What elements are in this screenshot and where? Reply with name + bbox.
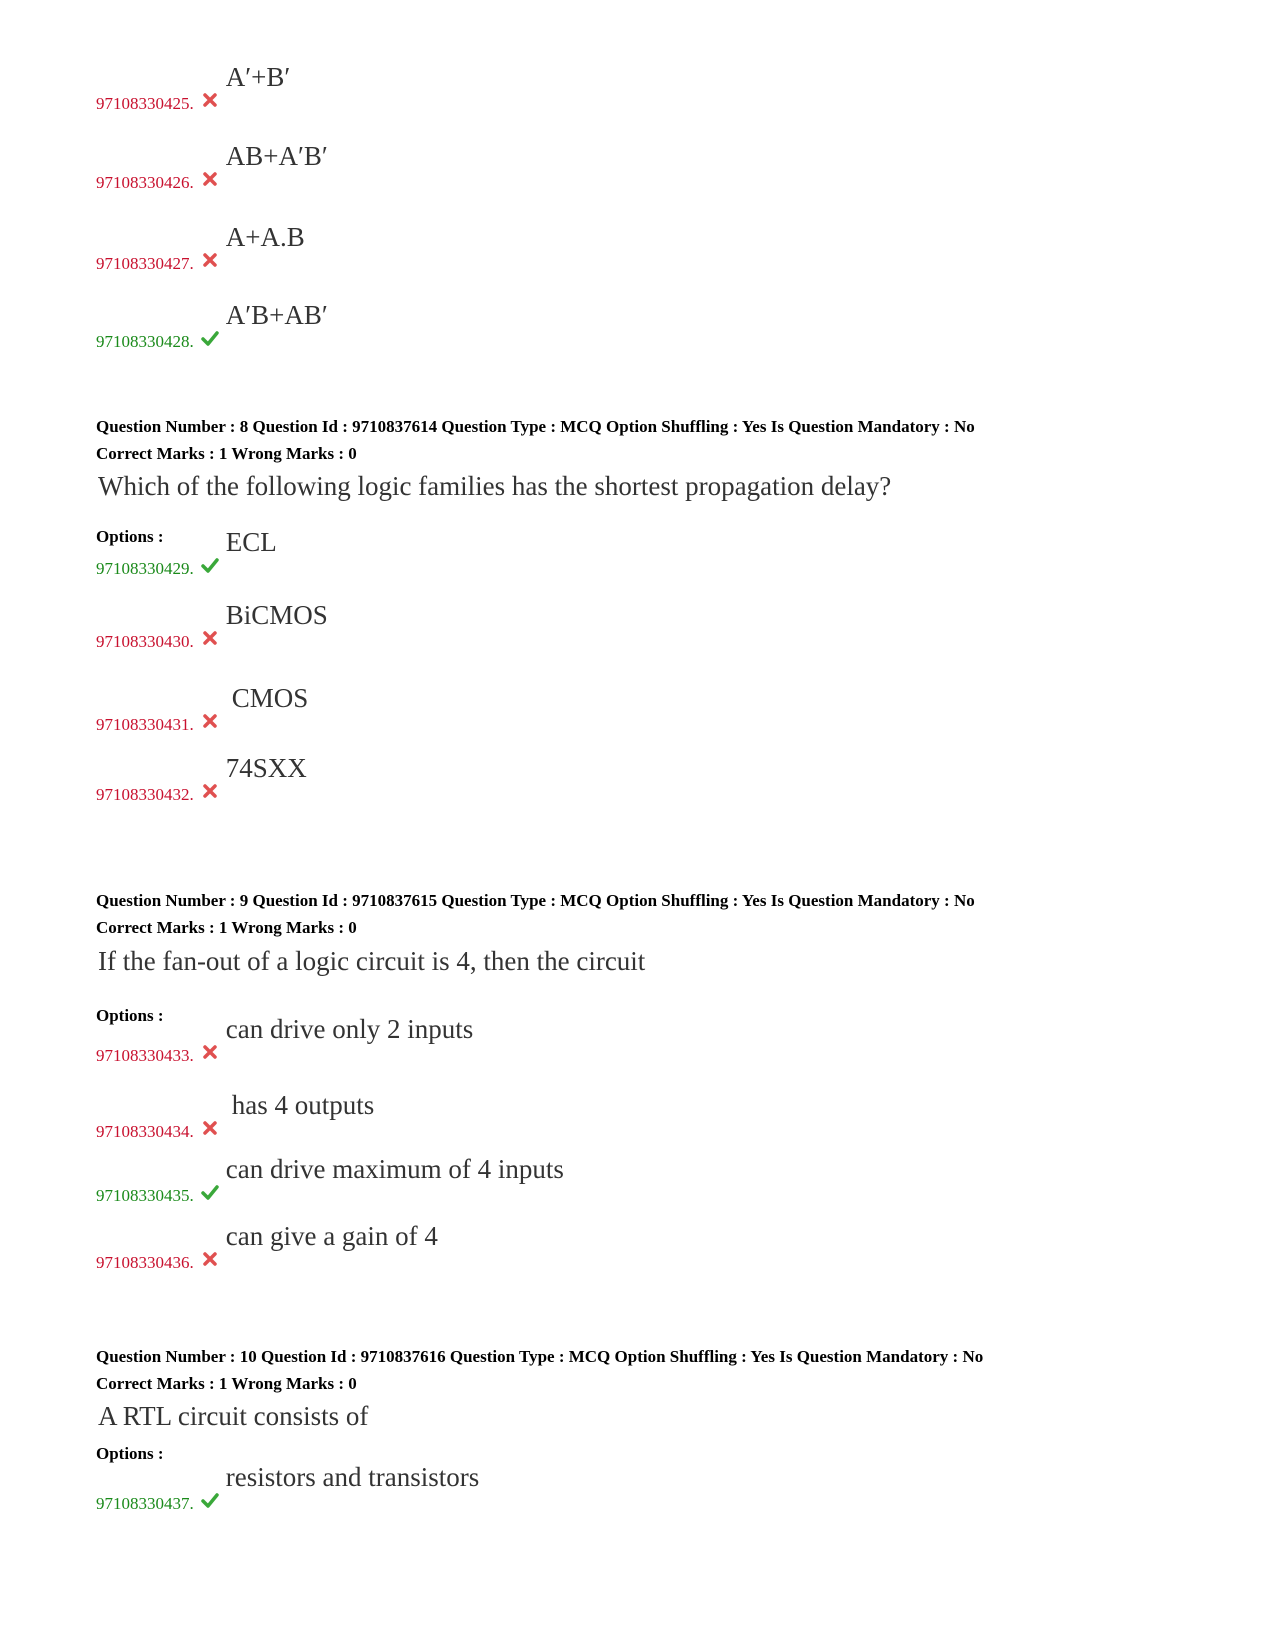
option-item xyxy=(96,1462,480,1514)
option-item xyxy=(96,62,291,114)
option-id: 97108330427. xyxy=(96,254,194,273)
option-text: CMOS xyxy=(231,683,309,713)
option-item xyxy=(96,683,309,735)
option-text: ECL xyxy=(225,527,277,557)
question-meta-line: Question Number : 9 Question Id : 9710837615 Question Type : MCQ Option Shuffling : Yes Is Question Mandatory : No xyxy=(96,891,975,910)
check-icon xyxy=(200,555,220,575)
option-item xyxy=(96,300,328,352)
cross-icon xyxy=(200,169,220,189)
question-text: A RTL circuit consists of xyxy=(98,1401,369,1431)
option-id: 97108330430. xyxy=(96,632,194,651)
question-marks-line: Correct Marks : 1 Wrong Marks : 0 xyxy=(96,918,357,937)
option-id: 97108330433. xyxy=(96,1046,194,1065)
cross-icon xyxy=(200,1118,220,1138)
check-icon xyxy=(200,1490,220,1510)
cross-icon xyxy=(200,250,220,270)
option-text: can give a gain of 4 xyxy=(225,1221,438,1251)
option-item xyxy=(96,222,305,274)
option-item xyxy=(96,1090,375,1142)
question-text: If the fan-out of a logic circuit is 4, then the circuit xyxy=(98,946,646,976)
option-text: A+A.B xyxy=(225,222,305,252)
question-meta xyxy=(96,1343,983,1397)
option-item xyxy=(96,141,328,193)
option-id: 97108330435. xyxy=(96,1186,194,1205)
options-label: Options : xyxy=(96,1006,164,1025)
question-meta-line: Question Number : 10 Question Id : 9710837616 Question Type : MCQ Option Shuffling : Yes Is Question Mandatory : No xyxy=(96,1347,984,1366)
option-text: BiCMOS xyxy=(225,600,328,630)
question-text: Which of the following logic families has the shortest propagation delay? xyxy=(98,471,892,501)
options-label: Options : xyxy=(96,527,164,546)
question-meta xyxy=(96,887,975,941)
option-text: 74SXX xyxy=(225,753,307,783)
option-id: 97108330428. xyxy=(96,332,194,351)
option-text: A′+B′ xyxy=(225,62,291,92)
check-icon xyxy=(200,328,220,348)
cross-icon xyxy=(200,1042,220,1062)
cross-icon xyxy=(200,711,220,731)
option-text: A′B+AB′ xyxy=(225,300,328,330)
cross-icon xyxy=(200,90,220,110)
option-text: has 4 outputs xyxy=(231,1090,375,1120)
check-icon xyxy=(200,1182,220,1202)
question-marks-line: Correct Marks : 1 Wrong Marks : 0 xyxy=(96,1374,357,1393)
option-id: 97108330431. xyxy=(96,715,194,734)
option-item xyxy=(96,753,307,805)
option-item xyxy=(96,600,328,652)
cross-icon xyxy=(200,628,220,648)
option-id: 97108330437. xyxy=(96,1494,194,1513)
option-id: 97108330436. xyxy=(96,1253,194,1272)
option-id: 97108330425. xyxy=(96,94,194,113)
question-meta-line: Question Number : 8 Question Id : 9710837614 Question Type : MCQ Option Shuffling : Yes Is Question Mandatory : No xyxy=(96,417,975,436)
option-text: can drive maximum of 4 inputs xyxy=(225,1154,564,1184)
option-id: 97108330432. xyxy=(96,785,194,804)
question-meta xyxy=(96,413,975,467)
cross-icon xyxy=(200,781,220,801)
option-item xyxy=(96,1154,564,1206)
option-item xyxy=(96,1221,438,1273)
options-label: Options : xyxy=(96,1444,164,1463)
option-id: 97108330426. xyxy=(96,173,194,192)
cross-icon xyxy=(200,1249,220,1269)
question-marks-line: Correct Marks : 1 Wrong Marks : 0 xyxy=(96,444,357,463)
option-text: AB+A′B′ xyxy=(225,141,328,171)
option-text: can drive only 2 inputs xyxy=(225,1014,474,1044)
option-id: 97108330429. xyxy=(96,559,194,578)
option-id: 97108330434. xyxy=(96,1122,194,1141)
option-text: resistors and transistors xyxy=(225,1462,480,1492)
